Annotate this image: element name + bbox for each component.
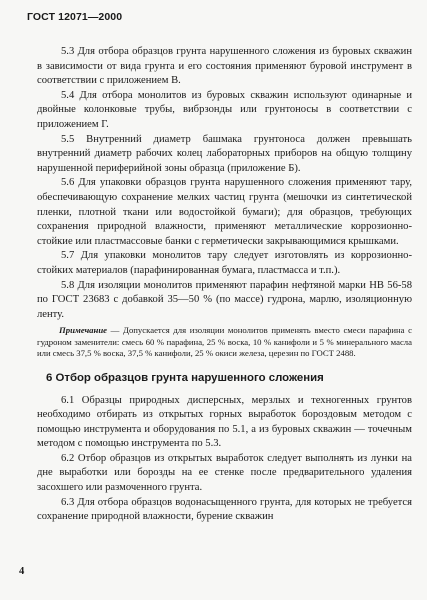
paragraph-6-1: 6.1 Образцы природных дисперсных, мерзлых и техногенных грунтов необходимо отбирать из открытых горных выработок бороздовым методом с помощью инструмента и оборудования по 5.1, а из буровых скважин — точечным методом с помощью инструмента по 5.3. xyxy=(37,394,412,450)
document-header: ГОСТ 12071—2000 xyxy=(27,11,123,23)
note xyxy=(37,325,412,359)
paragraph-5-7: 5.7 Для упаковки монолитов тару следует изготовлять из коррозионно-стойких материалов (парафинированная бумага, пластмасса и т.п.). xyxy=(37,250,412,276)
paragraph-5-8: 5.8 Для изоляции монолитов применяют парафин нефтяной марки НВ 56-58 по ГОСТ 23683 с добавкой 35—50 % (по массе) гудрона, марлю, изоляционную ленту. xyxy=(37,279,412,320)
paragraph-6-2: 6.2 Отбор образцов из открытых выработок следует выполнять из лунки на дне выработки или борозды на ее стенке после предварительного удаления засохшего или размоченного грунта. xyxy=(37,452,412,494)
page-number: 4 xyxy=(19,566,25,577)
note-text: — Допускается для изоляции монолитов применять вместо смеси парафина с гудроном заменители: смесь 60 % парафина, 25 % воска, 10 % канифоли и 5 % минерального масла или смесь 37,5 % воска, 37,5 % канифоли, 25 % окиси железа, церезин по ГОСТ 2488. xyxy=(37,325,412,359)
note-label: Примечание xyxy=(59,325,108,336)
paragraph-5-5: 5.5 Внутренний диаметр башмака грунтоноса должен превышать внутренний диаметр рабочих колец лабораторных приборов на общую толщину нарушенной периферийной зоны образца (приложение Б). xyxy=(37,133,412,174)
paragraph-5-6: 5.6 Для упаковки образцов грунта нарушенного сложения применяют тару, обеспечивающую сохранение мелких частиц грунта (мешочки из синтетической пленки, плотной ткани или водостойкой бумаги); для образцов, требующих сохранения природной влажности, применяют металлические коррозионно-стойкие или пластмассовые банки с герметически закрывающимися крышками. xyxy=(37,177,412,247)
paragraph-5-4: 5.4 Для отбора монолитов из буровых скважин используют одинарные и двойные колонковые трубы, вибрзонды или грунтоносы в соответствии с приложением Г. xyxy=(37,89,412,130)
page-body xyxy=(37,45,412,525)
paragraph-5-3: 5.3 Для отбора образцов грунта нарушенного сложения из буровых скважин в зависимости от вида грунта и его состояния применяют буровой инструмент в соответствии с приложением В. xyxy=(37,46,412,87)
section-title: 6 Отбор образцов грунта нарушенного сложения xyxy=(46,371,324,384)
paragraph-6-3: 6.3 Для отбора образцов водонасыщенного грунта, для которых не требуется сохранение природной влажности, бурение скважин xyxy=(37,496,412,523)
